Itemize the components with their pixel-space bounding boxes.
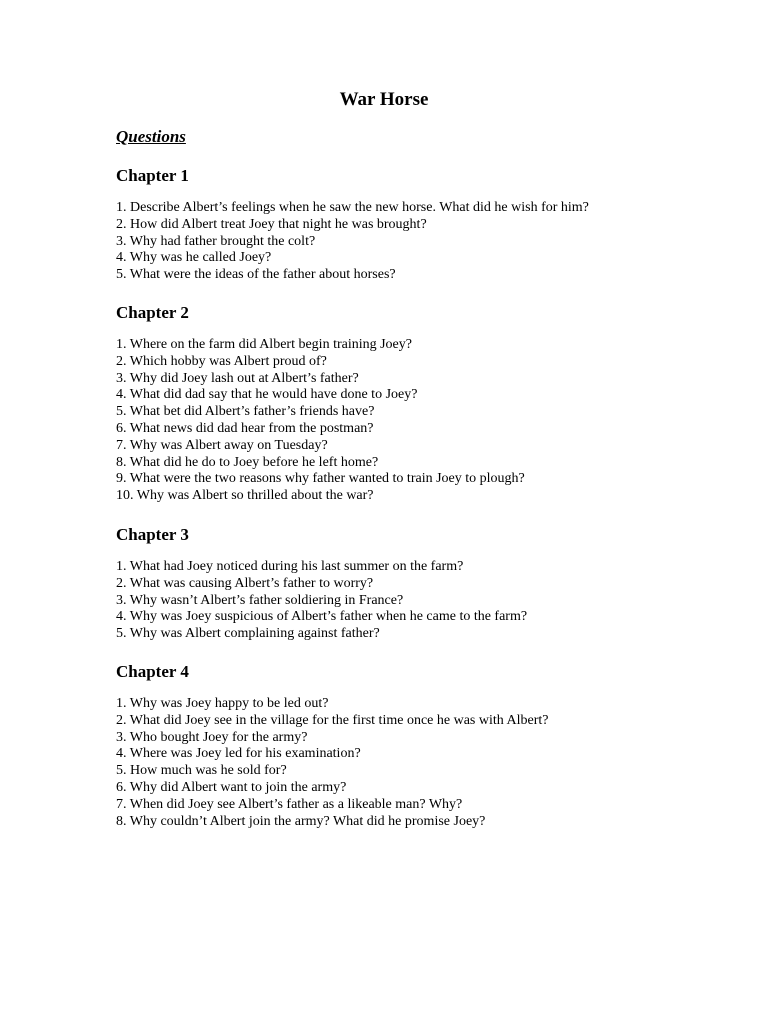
question-item: 1. Describe Albert’s feelings when he saw the new horse. What did he wish for him? [116, 200, 589, 215]
question-item: 7. When did Joey see Albert’s father as a likeable man? Why? [116, 796, 463, 812]
chapter-title: Chapter 1 [116, 166, 189, 185]
chapter-title: Chapter 2 [116, 303, 189, 322]
chapter-title: Chapter 3 [116, 525, 189, 544]
question-item: 8. Why couldn’t Albert join the army? What did he promise Joey? [116, 813, 486, 829]
chapter-2-section [116, 302, 736, 505]
question-item: 5. Why was Albert complaining against father? [116, 626, 380, 642]
question-item: 2. How did Albert treat Joey that night he was brought? [116, 216, 427, 232]
question-item: 2. Which hobby was Albert proud of? [116, 353, 327, 369]
question-item: 3. Why wasn’t Albert’s father soldiering in France? [116, 592, 404, 608]
question-item: 2. What was causing Albert’s father to worry? [116, 575, 374, 591]
question-item: 8. What did he do to Joey before he left home? [116, 454, 379, 470]
questions-heading: Questions [116, 127, 186, 146]
question-item: 7. Why was Albert away on Tuesday? [116, 437, 328, 453]
question-item: 3. Why had father brought the colt? [116, 233, 316, 249]
question-item: 6. Why did Albert want to join the army? [116, 779, 347, 795]
question-item: 3. Who bought Joey for the army? [116, 729, 308, 745]
question-item: 5. How much was he sold for? [116, 763, 287, 779]
question-item: 4. Why was he called Joey? [116, 250, 272, 266]
question-item: 1. Where on the farm did Albert begin training Joey? [116, 337, 412, 352]
question-item: 6. What news did dad hear from the postman? [116, 420, 374, 436]
question-item: 5. What were the ideas of the father about horses? [116, 267, 396, 283]
question-list [116, 696, 736, 830]
question-item: 1. What had Joey noticed during his last summer on the farm? [116, 559, 464, 574]
question-item: 3. Why did Joey lash out at Albert’s father? [116, 370, 359, 386]
document-title: War Horse [339, 89, 429, 110]
question-list [116, 200, 736, 284]
question-list [116, 559, 736, 643]
chapter-title: Chapter 4 [116, 662, 189, 681]
question-item: 4. Why was Joey suspicious of Albert’s father when he came to the farm? [116, 609, 528, 625]
question-item: 2. What did Joey see in the village for the first time once he was with Albert? [116, 712, 549, 728]
chapter-1-section [116, 165, 736, 284]
question-list [116, 337, 736, 505]
question-item: 10. Why was Albert so thrilled about the war? [116, 488, 374, 504]
question-item: 4. Where was Joey led for his examination? [116, 746, 361, 762]
question-item: 4. What did dad say that he would have done to Joey? [116, 387, 418, 403]
question-item: 9. What were the two reasons why father wanted to train Joey to plough? [116, 471, 525, 487]
chapter-4-section [116, 661, 736, 830]
question-item: 5. What bet did Albert’s father’s friends have? [116, 404, 375, 420]
question-item: 1. Why was Joey happy to be led out? [116, 696, 329, 711]
chapter-3-section [116, 524, 736, 643]
